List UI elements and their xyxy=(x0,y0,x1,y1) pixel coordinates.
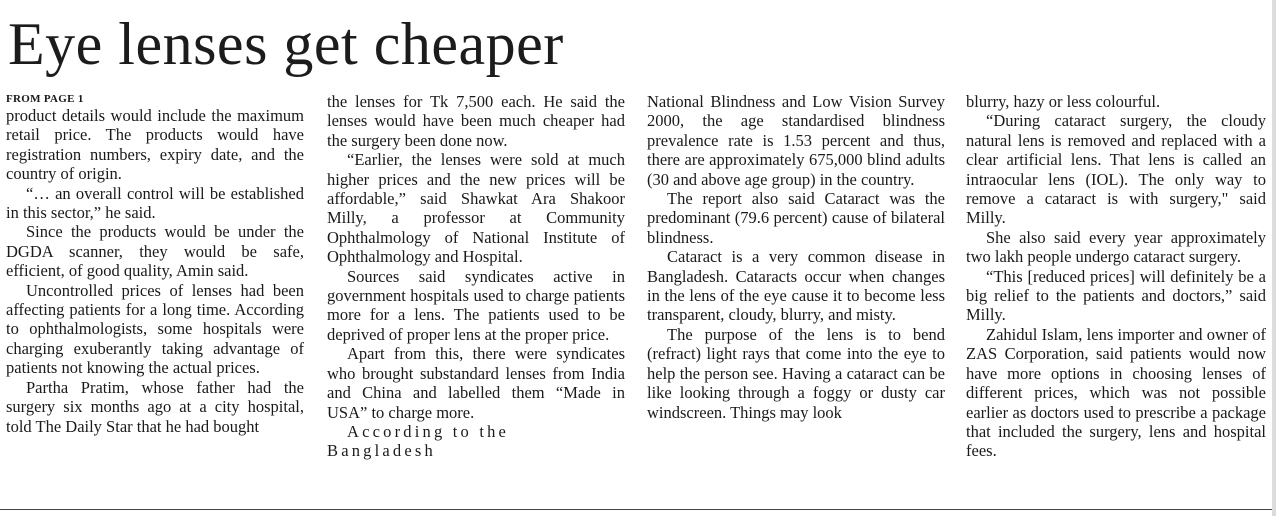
paragraph: National Blindness and Low Vision Survey 2000, the age standardised blindness prevalence rate is 1.53 percent and thus, there are approximately 675,000 blind adults (30 and above age group) in the country. xyxy=(647,92,945,189)
paragraph: Since the products would be under the DGDA scanner, they would be safe, efficient, of good quality, Amin said. xyxy=(6,222,304,281)
paragraph: According to the Bangladesh xyxy=(327,421,510,461)
paragraph: blurry, hazy or less colourful. xyxy=(966,92,1161,111)
paragraph: “This [reduced prices] will definitely be a big relief to the patients and doctors,” said Milly. xyxy=(966,266,1266,325)
article-column-1 xyxy=(6,92,304,436)
paragraph: She also said every year approximately two lakh people undergo cataract surgery. xyxy=(966,227,1266,267)
paragraph: “During cataract surgery, the cloudy natural lens is removed and replaced with a clear artificial lens. That lens is called an intraocular lens (IOL). The only way to remove a cataract is with surgery," said Milly. xyxy=(966,111,1266,228)
paragraph: Partha Pratim, whose father had the surgery six months ago at a city hospital, told The Daily Star that he had bought xyxy=(6,377,304,436)
paragraph: Apart from this, there were syndicates who brought substandard lenses from India and China and labelled them “Made in USA” to charge more. xyxy=(327,344,625,422)
paragraph: “Earlier, the lenses were sold at much higher prices and the new prices will be affordable,” said Shawkat Ara Shakoor Milly, a professor at Community Ophthalmology of National Institute of Ophthalmology and Hospital. xyxy=(327,150,625,267)
paragraph: Zahidul Islam, lens importer and owner of ZAS Corporation, said patients would now have more options in choosing lenses of different prices, which was not possible earlier as doctors used to prescribe a package that included the surgery, lens and hospital fees. xyxy=(966,324,1266,461)
article-column-3 xyxy=(647,92,945,422)
jump-kicker: FROM PAGE 1 xyxy=(6,93,84,105)
article-column-2 xyxy=(327,92,625,461)
paragraph: The purpose of the lens is to bend (refract) light rays that come into the eye to help the person see. Having a cataract can be like looking through a foggy or dusty car windscreen. Things may look xyxy=(647,324,945,422)
paragraph: the lenses for Tk 7,500 each. He said the lenses would have been much cheaper had the surgery been done now. xyxy=(327,92,625,150)
article-column-4 xyxy=(966,92,1266,461)
paragraph: Sources said syndicates active in government hospitals used to charge patients more for a lens. The patients used to be deprived of proper lens at the proper price. xyxy=(327,266,625,344)
page-edge xyxy=(1272,0,1276,516)
article-headline: Eye lenses get cheaper xyxy=(8,11,564,77)
paragraph: Uncontrolled prices of lenses had been affecting patients for a long time. According to ophthalmologists, some hospitals were charging exuberantly taking advantage of patients not knowing the actual prices. xyxy=(6,280,304,378)
paragraph: product details would include the maximum retail price. The products would have registration numbers, expiry date, and the country of origin. xyxy=(6,106,304,184)
paragraph: “… an overall control will be established in this sector,” he said. xyxy=(6,183,304,223)
paragraph: The report also said Cataract was the predominant (79.6 percent) cause of bilateral blindness. xyxy=(647,189,945,247)
bottom-divider xyxy=(0,509,1276,510)
paragraph: Cataract is a very common disease in Bangladesh. Cataracts occur when changes in the lens of the eye cause it to become less transparent, cloudy, blurry, and misty. xyxy=(647,247,945,325)
